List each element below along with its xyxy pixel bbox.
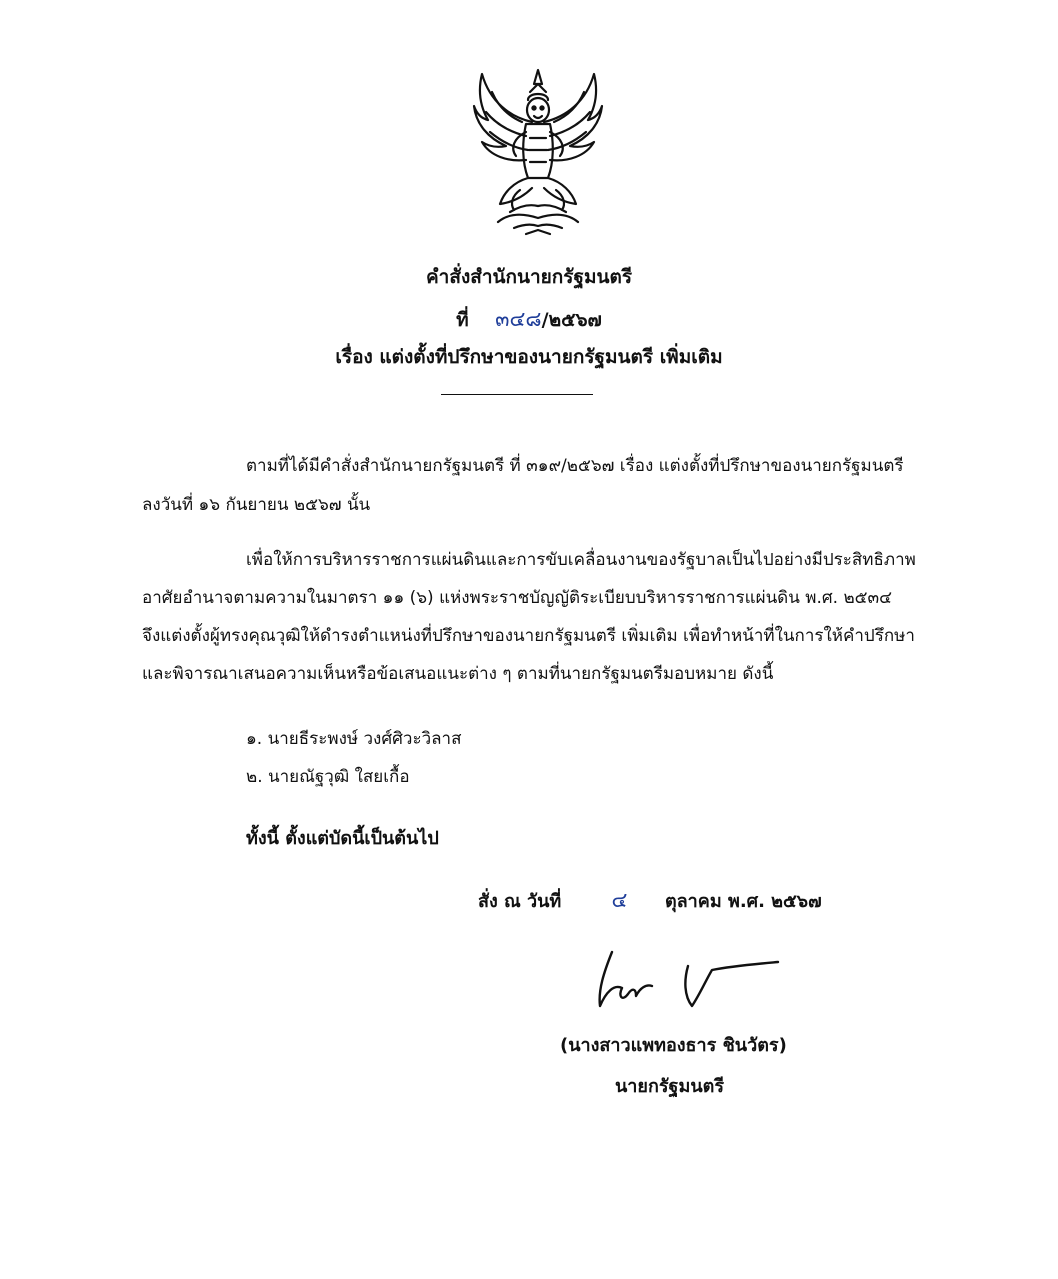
effective-clause: ทั้งนี้ ตั้งแต่บัดนี้เป็นต้นไป xyxy=(246,828,439,849)
order-title: คำสั่งสำนักนายกรัฐมนตรี xyxy=(425,266,633,288)
signer-position: นายกรัฐมนตรี xyxy=(615,1076,724,1097)
paragraph-appointment-line-2: อาศัยอำนาจตามความในมาตรา ๑๑ (๖) แห่งพระราชบัญญัติระเบียบบริหารราชการแผ่นดิน พ.ศ. ๒๕๓๔ xyxy=(142,588,893,608)
garuda-emblem xyxy=(470,62,606,238)
order-date-prefix: สั่ง ณ วันที่ xyxy=(478,891,562,912)
signature xyxy=(592,944,792,1014)
appointee-item: ๒. นายณัฐวุฒิ ใสยเกื้อ xyxy=(246,767,410,787)
order-number xyxy=(0,303,1058,336)
header-divider xyxy=(441,394,593,395)
order-number-prefix: ที่ xyxy=(456,309,469,331)
paragraph-reference-line-1: ตามที่ได้มีคำสั่งสำนักนายกรัฐมนตรี ที่ ๓๑๙/๒๕๖๗ เรื่อง แต่งตั้งที่ปรึกษาของนายกรัฐมนตรี xyxy=(246,456,904,476)
paragraph-reference-line-2: ลงวันที่ ๑๖ กันยายน ๒๕๖๗ นั้น xyxy=(142,495,371,515)
order-date xyxy=(478,884,822,917)
paragraph-appointment-line-1: เพื่อให้การบริหารราชการแผ่นดินและการขับเคลื่อนงานของรัฐบาลเป็นไปอย่างมีประสิทธิภาพ xyxy=(246,550,916,570)
order-date-day: ๔ xyxy=(611,888,628,912)
appointee-item: ๑. นายธีระพงษ์ วงศ์ศิวะวิลาส xyxy=(246,729,462,749)
order-date-month-year: ตุลาคม พ.ศ. ๒๕๖๗ xyxy=(664,891,822,912)
order-number-year: /๒๕๖๗ xyxy=(541,309,602,331)
signer-name: (นางสาวแพทองธาร ชินวัตร) xyxy=(560,1035,787,1056)
paragraph-appointment-line-3: จึงแต่งตั้งผู้ทรงคุณวุฒิให้ดำรงตำแหน่งที่ปรึกษาของนายกรัฐมนตรี เพิ่มเติม เพื่อทำหน้าที่ในการให้คำปรึกษา xyxy=(142,626,915,646)
order-subject: เรื่อง แต่งตั้งที่ปรึกษาของนายกรัฐมนตรี เพิ่มเติม xyxy=(335,346,723,368)
order-number-value: ๓๔๘ xyxy=(495,307,542,331)
paragraph-appointment-line-4: และพิจารณาเสนอความเห็นหรือข้อเสนอแนะต่าง ๆ ตามที่นายกรัฐมนตรีมอบหมาย ดังนี้ xyxy=(142,664,774,684)
